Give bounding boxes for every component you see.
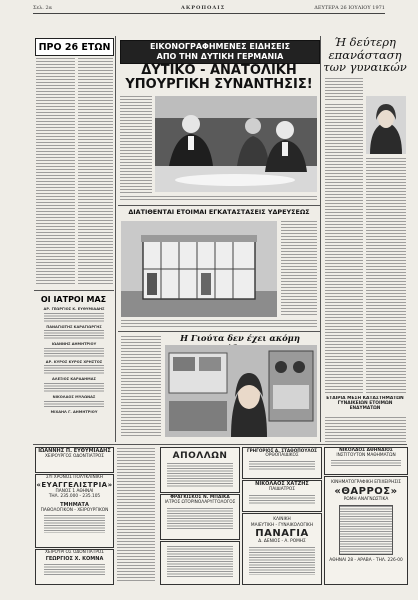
left-article-text-1	[36, 58, 75, 284]
company-notice-text	[325, 417, 406, 442]
main-headline: ΔΥΤΙΚΟ - ΑΝΑΤΟΛΙΚΗ ΥΠΟΥΡΓΙΚΗ ΣΥΝΑΝΤΗΣΙΣ!	[125, 63, 313, 92]
left-column-title: ΠΡΟ 26 ΕΤΩΝ	[35, 38, 114, 56]
ad-clinic-notice	[160, 541, 240, 585]
right-article-text-1	[325, 104, 363, 394]
ad-orthopedist: ΓΡΗΓΟΡΙΟΣ Α. ΣΤΑΘΟΠΟΥΛΟΣ ΟΡΘΟΠΑΙΔΙΚΟΣ	[242, 447, 322, 479]
divider	[34, 290, 114, 291]
doctors-listing	[34, 307, 114, 442]
ad-pediatrician: ΝΙΚΟΛΑΟΣ ΧΑΤΖΗΣ ΠΑΙΔΙΑΤΡΟΣ	[242, 480, 322, 512]
kicker-banner: ΕΙΚΟΝΟΓΡΑΦΗΜΕΝΕΣ ΕΙΔΗΣΕΙΣ ΑΠΟ ΤΗΝ ΔΥΤΙΚΗ ΓΕΡΜΑΝΙΑ	[120, 40, 320, 64]
woman-portrait-photo	[366, 96, 406, 154]
ministers-meeting-photo	[155, 96, 317, 192]
right-article-text-2	[366, 158, 406, 394]
divider	[118, 205, 320, 206]
column-rule	[115, 36, 116, 442]
story2-headline: ΔΙΑΤΙΘΕΝΤΑΙ ΕΤΟΙΜΑΙ ΕΓΚΑΤΑΣΤΑΣΕΙΣ ΥΔΡΕΥΣΕΩΣ	[128, 208, 310, 216]
ad-otolaryngologist: ΦΡΑΓΚΙΣΚΟΣ Ν. ΜΠΑΙΚΑ ΙΑΤΡΟΣ ΩΤΟΡΙΝΟΛΑΡΥΓΓΟΛΟΓΟΣ	[160, 494, 240, 540]
doctor-entry: ΔΡ. ΚΥΡΟΣ ΚΥΡΟΣ ΧΡΗΣΤΟΣ	[45, 359, 103, 364]
ad-clinic-panagia: ΚΛΙΝΙΚΗ ΜΑΙΕΥΤΙΚΗ - ΓΥΝΑΙΚΟΛΟΓΙΚΗ ΠΑΝΑΓΙΑ Δ. ΔΕΝΙΟΣ - Α. ΡΟΜΗΣ	[242, 513, 322, 585]
story3-text	[121, 336, 161, 436]
water-plant-photo	[121, 221, 277, 317]
photo-caption	[120, 196, 317, 202]
divider	[33, 444, 407, 445]
right-headline: Ή δεύτερη επανάσταση των γυναικών	[323, 35, 407, 74]
ad-cinema-tharros: ΚΙΝΗΜΑΤΟΓΡΑΦΙΚΗ ΕΠΙΧΕΙΡΗΣΙΣ «ΘΑΡΡΟΣ» ΡΩΜΗ ΑΝΑΓΝΩΣΤΙΚΑ ΑΘΗΝΑΙ 28 - ΑΡΑΒΑ - ΤΗΛ. 226-00	[324, 476, 408, 585]
doctor-entry: ΑΛΕΞΙΟΣ ΚΑΡΑΔΗΜΑΣ	[52, 377, 96, 382]
doctor-entry: ΝΙΚΟΛΑΟΣ ΜΥΛΩΝΑΣ	[52, 394, 96, 399]
doctor-entry: ΠΑΝΑΓΙΩΤΗΣ ΚΑΡΑΓΙΩΡΓΗΣ	[46, 324, 102, 329]
doctor-entry: ΔΡ. ΓΕΩΡΓΙΟΣ Κ. ΕΥΘΥΜΙΑΔΗΣ	[43, 307, 105, 311]
story3-headline: Η Γιούτα δεν έχει ακόμη	[180, 333, 300, 343]
page-header	[33, 4, 385, 14]
main-story-text	[120, 96, 152, 194]
classifieds-column	[117, 448, 155, 582]
column-rule	[320, 36, 321, 442]
ad-apollon: ΑΠΟΛΛΩΝ	[160, 447, 240, 493]
doctor-entry: ΜΙΧΑΗΛ Γ. ΔΗΜΗΤΡΙΟΥ	[50, 409, 98, 414]
ad-polyclinic-evangelistria: ΣΥΓΧΡΟΝΟΣ ΠΟΛΥΚΛΙΝΙΚΗ «ΕΥΑΓΓΕΛΙΣΤΡΙΑ» ΠΑΝΟΣ 1 ΑΘΗΝΑΙ ΤΗΛ. 235.000 - 235.105 ΤΜΗΜΑΤΑ ΠΑΘΟΛΟΓΙΚΟΝ - ΧΕΙΡΟΥΡΓΙΚΟΝ	[35, 474, 114, 548]
company-notice-title: ΕΤΑΙΡΙΑ ΜΕΣΗ ΚΑΤΑΣΤΗΜΑΤΩΝ ΓΥΝΑΙΚΕΙΩΝ ΕΤΟΙΜΩΝ ΕΝΔΥΜΑΤΩΝ	[326, 396, 404, 411]
right-intro-text	[325, 78, 363, 102]
masthead: ΑΚΡΟΠΟΛΙΣ	[181, 5, 226, 11]
ad-dentist-komna: ΧΕΙΡΟΥΡΓΟΣ ΟΔΟΝΤΙΑΤΡΟΣ ΓΕΩΡΓΙΟΣ Χ. ΚΟΜΝΑ	[35, 549, 114, 585]
issue-date: ΔΕΥΤΕΡΑ 26 ΙΟΥΛΙΟΥ 1971	[314, 5, 385, 11]
doctor-entry: ΙΩΑΝΝΗΣ ΔΗΜΗΤΡΙΟΥ	[51, 342, 97, 347]
story2-text	[281, 221, 317, 317]
left-article-text-2	[78, 58, 113, 284]
page-number: Σελ. 2α	[33, 5, 53, 11]
story2-caption	[121, 320, 317, 328]
divider	[118, 331, 320, 332]
ad-dentist-efthymiadis: ΙΩΑΝΝΗΣ Π. ΕΥΘΥΜΙΑΔΗΣ ΧΕΙΡΟΥΡΓΟΣ ΟΔΟΝΤΙΑΤΡΟΣ	[35, 447, 114, 473]
computer-room-photo	[165, 345, 317, 437]
ad-math-institute: ΝΙΚΟΛΑΟΣ ΑΘΗΝΑΙΟΣ ΙΝΣΤΙΤΟΥΤΟΝ ΜΑΘΗΜΑΤΩΝ	[324, 447, 408, 475]
doctors-section-title: ΟΙ ΙΑΤΡΟΙ ΜΑΣ	[40, 294, 107, 304]
